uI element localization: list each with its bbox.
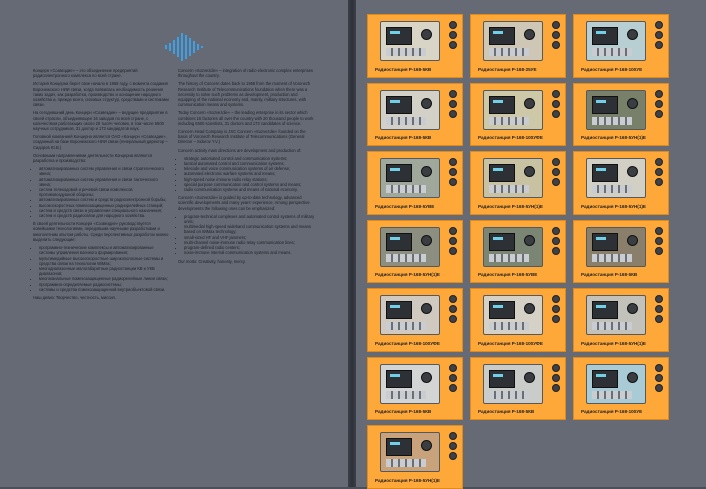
radio-station-image bbox=[380, 90, 440, 130]
product-card bbox=[573, 14, 669, 78]
list-item: • tactical automated control and communication systems; bbox=[184, 161, 316, 166]
radio-station-image bbox=[586, 21, 646, 61]
round-connector-icon bbox=[449, 178, 457, 186]
product-caption: Радиостанция Р-168-5КВ bbox=[375, 66, 432, 72]
round-connector-icon bbox=[655, 295, 663, 303]
round-connector-icon bbox=[552, 384, 560, 392]
en-list bbox=[178, 156, 316, 192]
product-card bbox=[367, 288, 463, 352]
knob-icon bbox=[421, 29, 432, 40]
round-connector-icon bbox=[655, 237, 663, 245]
product-card bbox=[470, 220, 566, 284]
knob-icon bbox=[627, 235, 638, 246]
product-caption: Радиостанция Р-168-100УФЕ bbox=[478, 340, 543, 346]
device-panel bbox=[386, 370, 412, 388]
device-keys bbox=[386, 117, 426, 125]
device-keys bbox=[386, 459, 426, 467]
device-panel bbox=[386, 301, 412, 319]
connector-dots bbox=[552, 227, 560, 257]
round-connector-icon bbox=[552, 364, 560, 372]
knob-icon bbox=[627, 372, 638, 383]
round-connector-icon bbox=[449, 21, 457, 29]
round-connector-icon bbox=[449, 364, 457, 372]
knob-icon bbox=[524, 98, 535, 109]
en-paragraph: The history of Concern dates back to 1958 from the moment of Voronezh Research Institute of Telecommunications foundation when there was a necessity to solve such problems as development, production and equipping of the national economy and, mainly, military structures, with communication means and systems. bbox=[178, 81, 311, 108]
knob-icon bbox=[627, 303, 638, 314]
round-connector-icon bbox=[449, 315, 457, 323]
product-card bbox=[367, 151, 463, 215]
product-card bbox=[367, 357, 463, 421]
product-caption: Радиостанция Р-168-5КВ bbox=[581, 272, 638, 277]
knob-icon bbox=[421, 440, 432, 451]
device-keys bbox=[489, 391, 529, 399]
round-connector-icon bbox=[655, 158, 663, 166]
ru-paragraph: Концерн «Созвездие» – это объединение предприятий радиоэлектронного комплекса по всей стране. bbox=[33, 68, 138, 79]
device-keys bbox=[592, 391, 632, 399]
ru-paragraph: В своей деятельности Концерн «Созвездие» руководствуется новейшими технологиями, передовыми научными разработками и многолетним опытом работы. Среди перспективных разработок можно выделить следующие: bbox=[33, 221, 169, 242]
round-connector-icon bbox=[655, 315, 663, 323]
radio-station-image bbox=[380, 295, 440, 335]
round-connector-icon bbox=[449, 168, 457, 176]
product-caption: Радиостанция Р-168-5УН(1)Е bbox=[375, 477, 440, 483]
radio-station-image bbox=[483, 295, 543, 335]
list-item: • multi-channel noise-immune radio relay communication lines; bbox=[184, 240, 316, 245]
round-connector-icon bbox=[552, 237, 560, 245]
round-connector-icon bbox=[552, 21, 560, 29]
knob-icon bbox=[627, 98, 638, 109]
device-panel bbox=[592, 301, 618, 319]
en-motto: Our motto: Creativity, honesty, mercy. bbox=[178, 258, 246, 264]
product-card bbox=[367, 220, 463, 284]
product-card bbox=[573, 83, 669, 147]
left-page bbox=[0, 0, 348, 487]
round-connector-icon bbox=[552, 100, 560, 108]
product-card bbox=[573, 151, 669, 215]
device-keys bbox=[592, 254, 632, 262]
list-item: • strategic automated control and communication systems; bbox=[184, 156, 316, 161]
device-keys bbox=[489, 117, 529, 125]
device-panel bbox=[592, 27, 618, 45]
radio-station-image bbox=[483, 364, 543, 404]
radio-station-image bbox=[483, 21, 543, 61]
list-item: • высокоскоростных помехозащищенных радиорелейных станций; bbox=[39, 203, 169, 208]
connector-dots bbox=[552, 158, 560, 188]
list-item: • автоматизированных систем управления и связи стратегического звена; bbox=[39, 166, 169, 176]
round-connector-icon bbox=[655, 227, 663, 235]
product-caption: Радиостанция Р-168-5УН(1)Е bbox=[581, 340, 646, 346]
product-caption: Радиостанция Р-168-5УВЕ bbox=[478, 272, 538, 277]
device-panel bbox=[489, 301, 515, 319]
device-keys bbox=[386, 254, 426, 262]
product-card bbox=[367, 83, 463, 147]
en-paragraph: Concern «Sozvezdie» – integration of radio electronic complex enterprises throughout the country. bbox=[178, 68, 313, 79]
list-item: • многодиапазонные малогабаритные радиостанции КВ и УКВ диапазонов; bbox=[39, 266, 169, 276]
connector-dots bbox=[655, 21, 663, 51]
device-panel bbox=[386, 438, 412, 456]
radio-station-image bbox=[483, 90, 543, 130]
product-grid bbox=[367, 14, 669, 489]
round-connector-icon bbox=[552, 247, 560, 255]
knob-icon bbox=[627, 29, 638, 40]
round-connector-icon bbox=[552, 305, 560, 313]
device-keys bbox=[489, 48, 529, 56]
list-item: • систем и средств радиосвязи для народного хозяйства. bbox=[39, 213, 169, 218]
knob-icon bbox=[421, 372, 432, 383]
waveform-logo-icon bbox=[163, 32, 205, 62]
device-panel bbox=[489, 164, 515, 182]
round-connector-icon bbox=[449, 295, 457, 303]
round-connector-icon bbox=[655, 364, 663, 372]
round-connector-icon bbox=[552, 227, 560, 235]
product-card bbox=[470, 357, 566, 421]
device-panel bbox=[592, 164, 618, 182]
device-keys bbox=[592, 185, 632, 193]
device-keys bbox=[489, 322, 529, 330]
round-connector-icon bbox=[552, 178, 560, 186]
radio-station-image bbox=[380, 158, 440, 198]
product-card bbox=[470, 14, 566, 78]
round-connector-icon bbox=[552, 90, 560, 98]
round-connector-icon bbox=[655, 168, 663, 176]
device-panel bbox=[592, 96, 618, 114]
device-keys bbox=[489, 254, 529, 262]
list-item: • многоканальные помехозащищенные радиорелейные линии связи; bbox=[39, 276, 169, 281]
list-item: • автоматизированных систем управления и связи тактического звена; bbox=[39, 177, 169, 187]
knob-icon bbox=[421, 235, 432, 246]
connector-dots bbox=[655, 158, 663, 188]
radio-station-image bbox=[380, 364, 440, 404]
ru-list bbox=[33, 245, 169, 292]
list-item: • telecode and voice communication systems of air defense; bbox=[184, 166, 316, 171]
round-connector-icon bbox=[552, 41, 560, 49]
list-item: • high-speed noise immune radio relay stations; bbox=[184, 177, 316, 182]
round-connector-icon bbox=[655, 374, 663, 382]
round-connector-icon bbox=[449, 374, 457, 382]
device-keys bbox=[592, 322, 632, 330]
en-list bbox=[178, 214, 316, 256]
round-connector-icon bbox=[655, 41, 663, 49]
round-connector-icon bbox=[655, 90, 663, 98]
knob-icon bbox=[421, 303, 432, 314]
ru-paragraph: Головной компанией Концерна является ОАО «Концерн «Созвездие», созданный на базе Воронежского НИИ связи (генеральный директор – Сидоров Ю.В.) bbox=[33, 134, 168, 150]
knob-icon bbox=[421, 166, 432, 177]
product-caption: Радиостанция Р-168-100УЕ bbox=[581, 66, 643, 72]
device-panel bbox=[386, 233, 412, 251]
knob-icon bbox=[524, 303, 535, 314]
round-connector-icon bbox=[449, 100, 457, 108]
product-caption: Радиостанция Р-168-5КВ bbox=[375, 135, 432, 140]
device-panel bbox=[489, 370, 515, 388]
product-caption: Радиостанция Р-168-25УЕ bbox=[478, 66, 537, 72]
connector-dots bbox=[655, 364, 663, 394]
en-paragraph: Concern activity main directions are development and production of: bbox=[178, 147, 302, 153]
connector-dots bbox=[552, 90, 560, 120]
connector-dots bbox=[552, 21, 560, 51]
list-item: • мультимедийные высокоскоростные широкополосные системы и средства связи на технологии WiMax; bbox=[39, 256, 169, 266]
round-connector-icon bbox=[552, 315, 560, 323]
list-item: • автоматизированных систем и средств радиоэлектронной борьбы; bbox=[39, 197, 169, 202]
device-keys bbox=[592, 48, 632, 56]
knob-icon bbox=[421, 98, 432, 109]
product-card bbox=[573, 288, 669, 352]
product-caption: Радиостанция Р-168-100УФЕ bbox=[375, 340, 440, 346]
radio-station-image bbox=[380, 21, 440, 61]
connector-dots bbox=[449, 90, 457, 120]
round-connector-icon bbox=[449, 247, 457, 255]
connector-dots bbox=[552, 364, 560, 394]
knob-icon bbox=[524, 372, 535, 383]
round-connector-icon bbox=[655, 31, 663, 39]
round-connector-icon bbox=[655, 110, 663, 118]
radio-station-image bbox=[483, 227, 543, 267]
radio-station-image bbox=[586, 90, 646, 130]
device-panel bbox=[489, 233, 515, 251]
round-connector-icon bbox=[449, 41, 457, 49]
round-connector-icon bbox=[449, 452, 457, 460]
device-panel bbox=[489, 27, 515, 45]
list-item: • automated electronic warfare systems and means; bbox=[184, 171, 316, 176]
round-connector-icon bbox=[449, 227, 457, 235]
product-caption: Радиостанция Р-168-100УФЕ bbox=[478, 135, 543, 140]
list-item: • multimedial high-speed wideband communication systems and means based on WiMax technology; bbox=[184, 224, 316, 234]
device-keys bbox=[386, 322, 426, 330]
english-text-column bbox=[178, 68, 316, 267]
ru-paragraph: На сегодняшний день Концерн «Созвездие» – ведущее предприятие в своей отрасли, объединяющее 16 заводов по всей стране, с количеством работающих около 20 тысяч человек, в том числе 6500 научных сотрудников, 31 доктор и 173 кандидатов наук. bbox=[33, 110, 168, 132]
en-paragraph: Today Concern «Sozvezdie» – the leading enterprise in its sector which combines 16 factories all over the country with 20 thousand people to work including 6500 scientists, 31 doctors and 173 candidates of science. bbox=[178, 110, 314, 126]
list-item: • special purpose communication and control systems and means; bbox=[184, 182, 316, 187]
device-panel bbox=[489, 96, 515, 114]
product-caption: Радиостанция Р-168-5УН(1)Е bbox=[478, 203, 543, 209]
radio-station-image bbox=[586, 227, 646, 267]
round-connector-icon bbox=[655, 21, 663, 29]
list-item: • систем телекодовой и речевой связи комплексов противовоздушной обороны; bbox=[39, 187, 169, 197]
product-card bbox=[573, 357, 669, 421]
product-card bbox=[470, 151, 566, 215]
round-connector-icon bbox=[552, 31, 560, 39]
list-item: • program-technical complexes and automated control systems of military units; bbox=[184, 214, 316, 224]
device-panel bbox=[386, 164, 412, 182]
round-connector-icon bbox=[449, 442, 457, 450]
product-caption: Радиостанция Р-168-5КВ bbox=[478, 409, 535, 414]
round-connector-icon bbox=[449, 90, 457, 98]
product-card bbox=[367, 14, 463, 78]
round-connector-icon bbox=[655, 384, 663, 392]
round-connector-icon bbox=[655, 100, 663, 108]
list-item: • систем и средств связи и управления специального назначения; bbox=[39, 208, 169, 213]
list-item: • small-sized HF and VHF jammers; bbox=[184, 235, 316, 240]
ru-list bbox=[33, 166, 169, 218]
device-keys bbox=[386, 185, 426, 193]
round-connector-icon bbox=[552, 158, 560, 166]
connector-dots bbox=[449, 432, 457, 462]
radio-station-image bbox=[380, 432, 440, 472]
round-connector-icon bbox=[552, 374, 560, 382]
device-keys bbox=[592, 117, 632, 125]
knob-icon bbox=[524, 235, 535, 246]
radio-station-image bbox=[586, 295, 646, 335]
radio-station-image bbox=[483, 158, 543, 198]
connector-dots bbox=[655, 295, 663, 325]
round-connector-icon bbox=[449, 31, 457, 39]
device-panel bbox=[592, 233, 618, 251]
product-caption: Радиостанция Р-168-5УН(1)Е bbox=[581, 203, 646, 209]
round-connector-icon bbox=[552, 168, 560, 176]
list-item: • radio communication systems and means of national economy. bbox=[184, 187, 316, 192]
product-caption: Радиостанция Р-168-5УН(1)Е bbox=[581, 135, 646, 140]
connector-dots bbox=[449, 295, 457, 325]
round-connector-icon bbox=[449, 432, 457, 440]
device-panel bbox=[386, 96, 412, 114]
round-connector-icon bbox=[449, 158, 457, 166]
list-item: • системы и средства помехозащищенной внутриобъектовой связи. bbox=[39, 287, 169, 292]
connector-dots bbox=[655, 227, 663, 257]
knob-icon bbox=[524, 29, 535, 40]
round-connector-icon bbox=[552, 295, 560, 303]
device-panel bbox=[386, 27, 412, 45]
round-connector-icon bbox=[449, 237, 457, 245]
radio-station-image bbox=[586, 158, 646, 198]
ru-paragraph: Основными направлениями деятельности Концерна являются разработка и производство: bbox=[33, 152, 153, 164]
list-item: • noise-immune internal communication systems and means. bbox=[184, 250, 316, 255]
device-keys bbox=[386, 391, 426, 399]
round-connector-icon bbox=[655, 178, 663, 186]
connector-dots bbox=[552, 295, 560, 325]
ru-motto: Наш девиз: Творчество, честность, миссия. bbox=[33, 294, 116, 300]
knob-icon bbox=[627, 166, 638, 177]
product-card bbox=[470, 288, 566, 352]
list-item: • программно-технические комплексы и автоматизированные системы управления военного формирования; bbox=[39, 245, 169, 255]
device-keys bbox=[489, 185, 529, 193]
round-connector-icon bbox=[449, 110, 457, 118]
product-caption: Радиостанция Р-168-100УЕ bbox=[581, 409, 643, 414]
round-connector-icon bbox=[449, 384, 457, 392]
product-card bbox=[367, 425, 463, 489]
connector-dots bbox=[449, 158, 457, 188]
round-connector-icon bbox=[449, 305, 457, 313]
product-card bbox=[470, 83, 566, 147]
page-gutter bbox=[348, 0, 356, 487]
product-caption: Радиостанция Р-168-5УН(1)Е bbox=[375, 272, 440, 277]
round-connector-icon bbox=[552, 110, 560, 118]
knob-icon bbox=[524, 166, 535, 177]
connector-dots bbox=[449, 364, 457, 394]
product-card bbox=[573, 220, 669, 284]
radio-station-image bbox=[586, 364, 646, 404]
device-panel bbox=[592, 370, 618, 388]
list-item: • программно-определяемые радиосистемы; bbox=[39, 282, 169, 287]
connector-dots bbox=[655, 90, 663, 120]
round-connector-icon bbox=[655, 305, 663, 313]
russian-text-column bbox=[33, 68, 169, 303]
en-paragraph: Concern «Sozvezdie» is guided by up-to-date technology, advanced scientific developments and many years' experience. Among perspective developments the following ones can be emphasized: bbox=[178, 195, 310, 211]
en-paragraph: Concern Head Company is JSC Concern «Sozvezdie» founded on the basis of Voronezh Research Institute of Telecommunications (General Director – Sidorov Y.V.) bbox=[178, 129, 306, 145]
connector-dots bbox=[449, 21, 457, 51]
round-connector-icon bbox=[655, 247, 663, 255]
connector-dots bbox=[449, 227, 457, 257]
device-keys bbox=[386, 48, 426, 56]
ru-paragraph: История Концерна берет свое начало в 1958 году, с момента создания Воронежского НИИ связи, когда появилась необходимость решения таких задач, как разработка, производство и оснащение народного хозяйства и, прежде всего, силовых структур, средствами и системами связи. bbox=[33, 81, 169, 108]
radio-station-image bbox=[380, 227, 440, 267]
product-caption: Радиостанция Р-168-5УВЕ bbox=[375, 203, 435, 209]
product-caption: Радиостанция Р-168-5КВ bbox=[375, 409, 432, 414]
list-item: • program-defined radio centers; bbox=[184, 245, 316, 250]
